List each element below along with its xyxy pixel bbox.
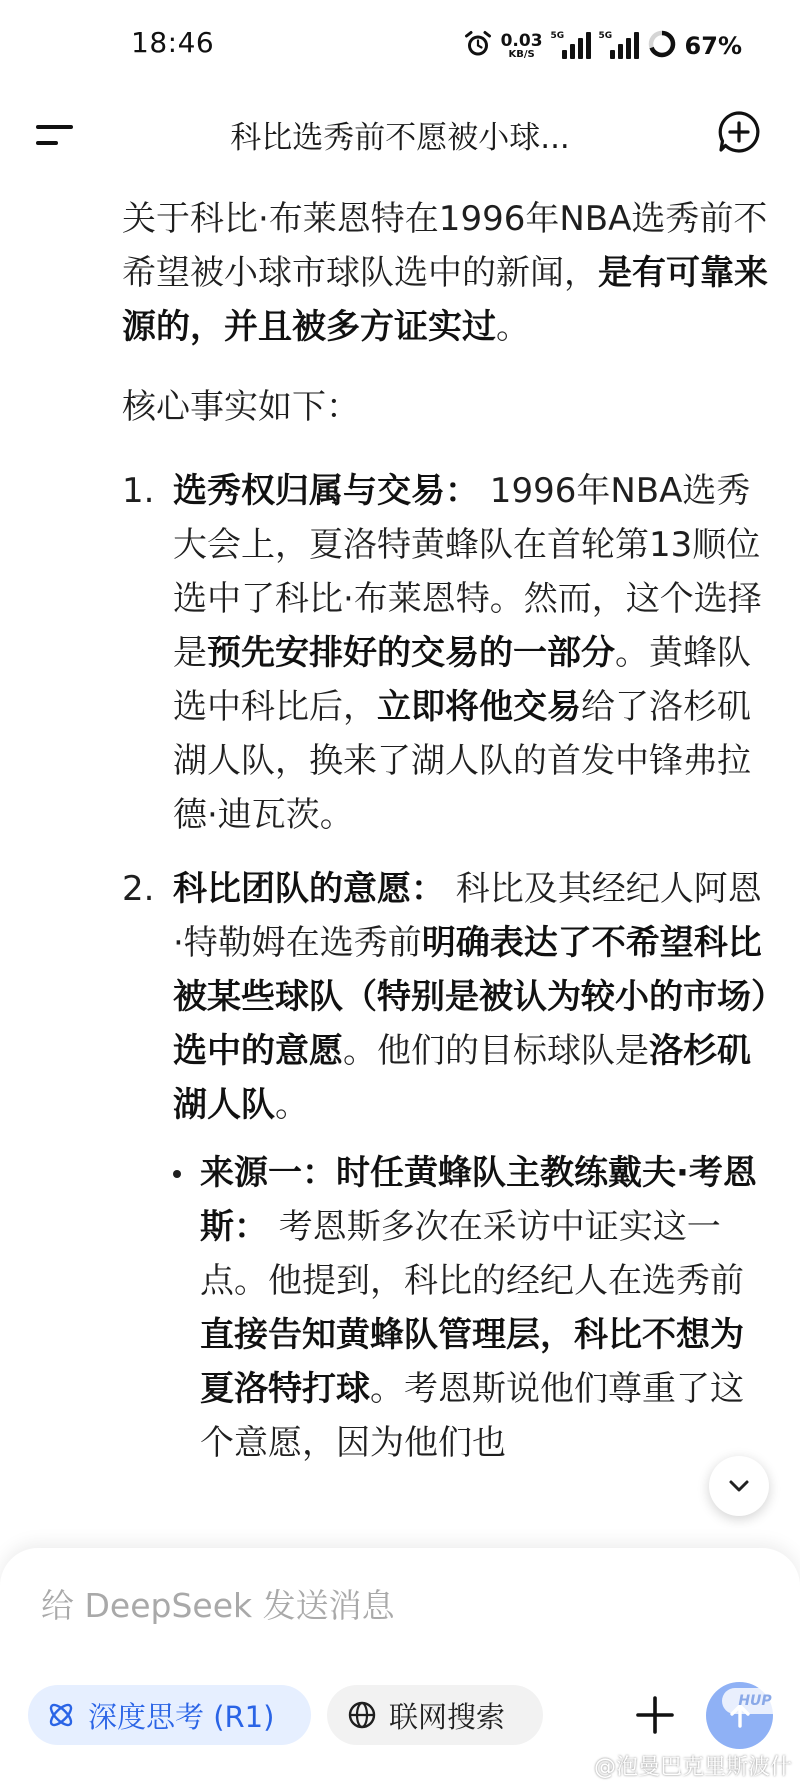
fact-list — [122, 464, 772, 1470]
battery-icon — [647, 29, 677, 63]
web-search-label: 联网搜索 — [389, 1699, 506, 1734]
bullet-item: 来源一：时任黄蜂队主教练戴夫·考恩斯： 考恩斯多次在采访中证实这一点。他提到，科比的经纪人在选秀前直接告知黄蜂队管理层，科比不想为夏洛特打球。考恩斯说他们尊重了这个意愿，因为他们也 — [173, 1146, 772, 1470]
alarm-icon — [463, 29, 493, 63]
network-speed: 0.03 KB/S — [500, 30, 543, 60]
list-item: 2. 科比团队的意愿： 科比及其经纪人阿恩·特勒姆在选秀前明确表达了不希望科比被某些球队（特别是被认为较小的市场）选中的意愿。他们的目标球队是洛杉矶湖人队。 来源一：时任黄蜂队主教练戴夫·考恩斯： 考恩斯多次在采访中证实这一点。他提到，科比的经纪人在选秀前直接告知黄蜂队管理层，科比不想为夏洛特打球。考恩斯说他们尊重了这个意愿，因为他们也 — [122, 862, 772, 1470]
watermark: @泡曼巴克里斯波什 — [593, 1755, 792, 1780]
intro-paragraph: 关于科比·布莱恩特在1996年NBA选秀前不希望被小球市球队选中的新闻，是有可靠来源的，并且被多方证实过。 — [122, 199, 768, 347]
chevron-down-icon — [726, 1473, 752, 1499]
list-item: 1. 选秀权归属与交易： 1996年NBA选秀大会上，夏洛特黄蜂队在首轮第13顺位选中了科比·布莱恩特。然而，这个选择是预先安排好的交易的一部分。黄蜂队选中科比后，立即将他交易给了洛杉矶湖人队，换来了湖人队的首发中锋弗拉德·迪瓦茨。 — [122, 471, 762, 835]
scroll-down-button[interactable] — [709, 1456, 769, 1516]
status-icons — [463, 26, 742, 66]
web-search-toggle[interactable] — [327, 1685, 543, 1745]
bullet-dot — [173, 1170, 181, 1178]
watermark-badge: HUP — [722, 1688, 788, 1714]
sub-list — [173, 1146, 772, 1470]
status-bar — [0, 0, 800, 90]
atom-icon — [46, 1700, 76, 1730]
deep-think-label: 深度思考 (R1) — [88, 1699, 275, 1734]
assistant-message — [122, 192, 772, 1490]
deep-think-toggle[interactable] — [28, 1685, 311, 1745]
core-facts-heading: 核心事实如下： — [122, 387, 360, 427]
app-header — [0, 90, 800, 176]
status-time: 18:46 — [131, 26, 215, 59]
signal-icon-1: 5G — [551, 31, 591, 61]
globe-icon — [347, 1700, 377, 1730]
plus-icon[interactable] — [632, 1692, 678, 1738]
signal-icon-2: 5G — [599, 31, 639, 61]
new-chat-icon[interactable] — [716, 109, 762, 155]
message-input[interactable] — [41, 1580, 641, 1630]
battery-percent: 67% — [684, 32, 742, 60]
chat-title[interactable]: 科比选秀前不愿被小球... — [230, 120, 570, 156]
